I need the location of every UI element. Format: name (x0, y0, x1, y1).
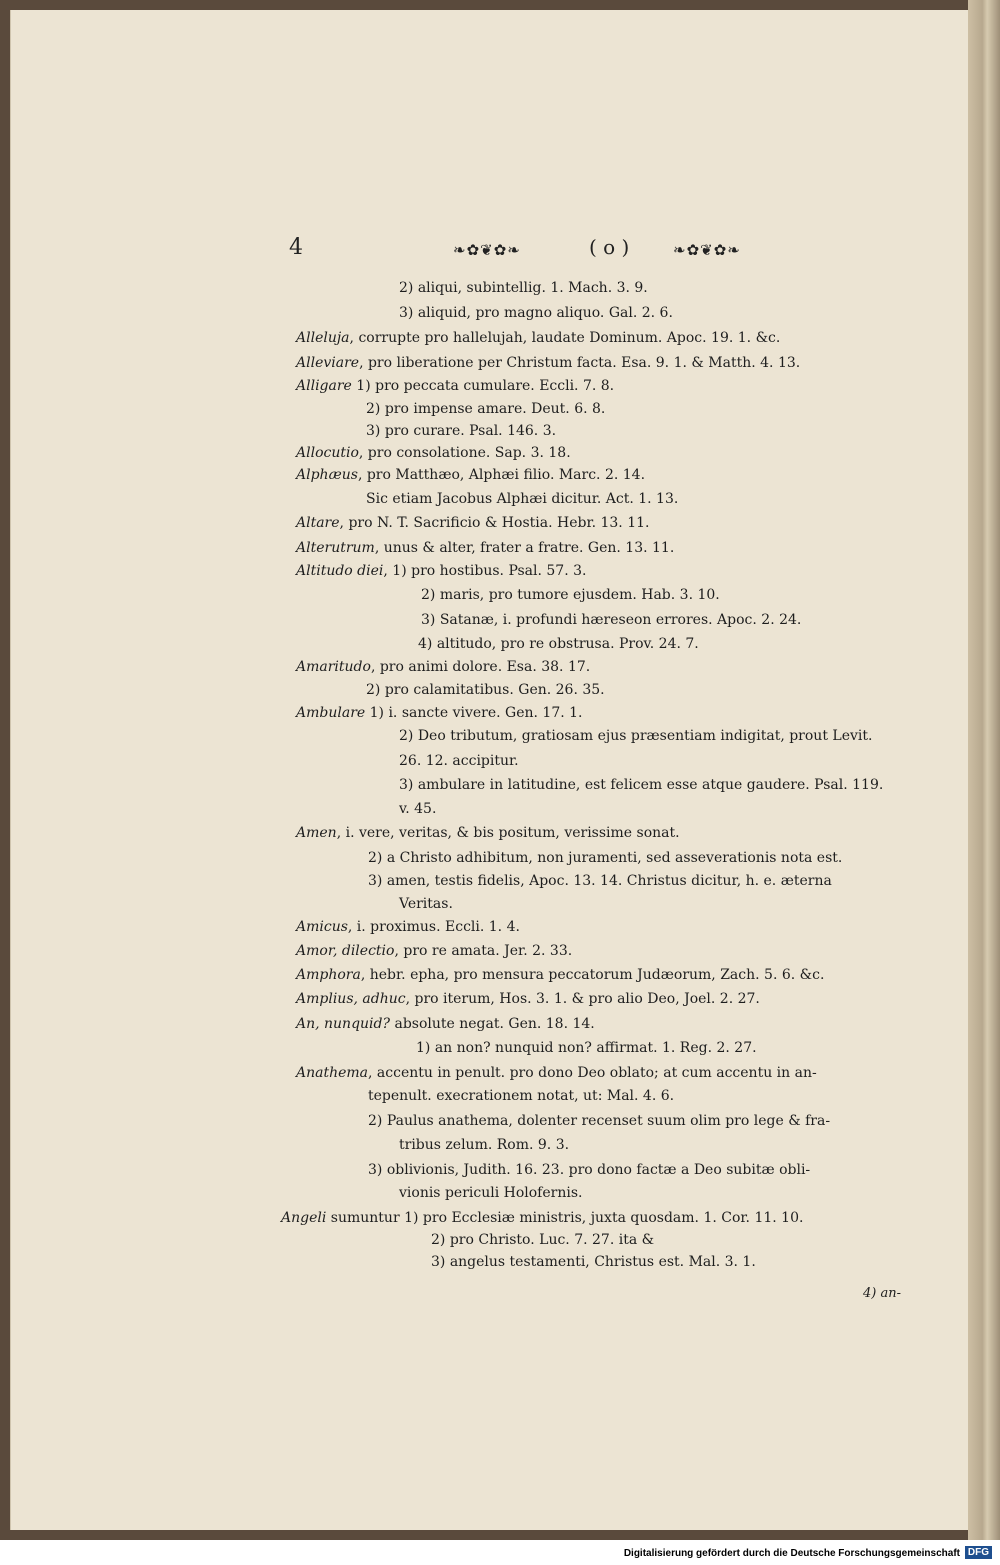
entry-line (296, 515, 649, 532)
entry-line (366, 401, 605, 418)
entry-line (296, 378, 614, 395)
header-ornament-right-icon: ❧✿❦✿❧ (673, 241, 741, 259)
entry-text: 3) angelus testamenti, Christus est. Mal. 3. 1. (431, 1254, 756, 1270)
entry-text: Veritas. (399, 896, 453, 912)
catchword: 4) an- (863, 1286, 901, 1301)
entry-text: 3) Satanæ, i. profundi hæreseon errores. Apoc. 2. 24. (421, 612, 802, 628)
entry-text: , pro liberatione per Christum facta. Esa. 9. 1. & Matth. 4. 13. (359, 355, 801, 371)
entry-line (296, 705, 583, 722)
entry-line (296, 563, 586, 580)
entry-line (416, 1040, 757, 1057)
entry-line (399, 728, 872, 745)
headword: Anathema (296, 1065, 369, 1081)
entry-line (399, 280, 648, 297)
entry-text: , pro re amata. Jer. 2. 33. (394, 943, 573, 959)
headword: Amphora (296, 967, 361, 983)
entry-text: 3) oblivionis, Judith. 16. 23. pro dono factæ a Deo subitæ obli- (368, 1162, 811, 1178)
headword: Alligare (296, 378, 352, 394)
entry-line (368, 873, 832, 890)
entry-line (296, 967, 824, 984)
entry-line (296, 943, 572, 960)
headword: Ambulare (296, 705, 366, 721)
entry-text: tribus zelum. Rom. 9. 3. (399, 1137, 570, 1153)
entry-text: , pro iterum, Hos. 3. 1. & pro alio Deo, Joel. 2. 27. (405, 991, 760, 1007)
entry-text: 2) pro impense amare. Deut. 6. 8. (366, 401, 606, 417)
footer-credit: Digitalisierung gefördert durch die Deutsche Forschungsgemeinschaft (623, 1548, 960, 1559)
entry-text: sumuntur 1) pro Ecclesiæ ministris, juxta quosdam. 1. Cor. 11. 10. (326, 1210, 804, 1226)
entry-line (418, 636, 699, 653)
entry-line (296, 355, 800, 372)
headword: An, nunquid? (296, 1016, 391, 1032)
entry-line (399, 1137, 569, 1154)
headword: Alterutrum (296, 540, 375, 556)
entry-text: tepenult. execrationem notat, ut: Mal. 4. 6. (368, 1088, 675, 1104)
headword: Altitudo diei (296, 563, 384, 579)
entry-line (296, 919, 520, 936)
entry-text: , pro N. T. Sacrificio & Hostia. Hebr. 13. 11. (339, 515, 650, 531)
entry-line (421, 587, 720, 604)
entry-text: 2) a Christo adhibitum, non juramenti, sed asseverationis nota est. (368, 850, 843, 866)
headword: Amaritudo (296, 659, 371, 675)
entry-text: v. 45. (399, 801, 437, 817)
entry-text: 1) pro peccata cumulare. Eccli. 7. 8. (351, 378, 615, 394)
entry-line (296, 540, 674, 557)
entry-text: 2) aliqui, subintellig. 1. Mach. 3. 9. (399, 280, 648, 296)
entry-line (421, 612, 801, 629)
headword: Amor, dilectio (296, 943, 395, 959)
entry-text: 3) amen, testis fidelis, Apoc. 13. 14. Christus dicitur, h. e. æterna (368, 873, 832, 889)
entry-line (399, 1185, 582, 1202)
entry-line (296, 1065, 817, 1082)
headword: Amicus (296, 919, 348, 935)
entry-line (281, 1210, 803, 1227)
entry-text: 4) altitudo, pro re obstrusa. Prov. 24. 7. (418, 636, 699, 652)
entry-line (399, 801, 436, 818)
entry-text: 3) pro curare. Psal. 146. 3. (366, 423, 557, 439)
entry-text: 2) Paulus anathema, dolenter recenset suum olim pro lege & fra- (368, 1113, 831, 1129)
entry-text: , accentu in penult. pro dono Deo oblato; at cum accentu in an- (368, 1065, 817, 1081)
book-gutter (968, 0, 1000, 1540)
header-ornament-left-icon: ❧✿❦✿❧ (453, 241, 521, 259)
entry-line (399, 777, 883, 794)
entry-line (368, 850, 842, 867)
entry-line (296, 991, 760, 1008)
entry-line (296, 445, 571, 462)
entry-line (366, 423, 556, 440)
entry-line (366, 491, 678, 508)
entry-text: , i. proximus. Eccli. 1. 4. (347, 919, 520, 935)
entry-text: , unus & alter, frater a fratre. Gen. 13. 11. (374, 540, 675, 556)
header-center-mark: ( o ) (589, 235, 630, 259)
dictionary-entries (11, 10, 969, 1530)
entry-text: , i. vere, veritas, & bis positum, verissime sonat. (336, 825, 680, 841)
entry-line (399, 753, 519, 770)
entry-text: , corrupte pro hallelujah, laudate Dominum. Apoc. 19. 1. &c. (349, 330, 781, 346)
entry-line (296, 467, 645, 484)
entry-text: 1) an non? nunquid non? affirmat. 1. Reg. 2. 27. (416, 1040, 757, 1056)
entry-line (368, 1162, 810, 1179)
headword: Alphæus (296, 467, 358, 483)
entry-text: 3) aliquid, pro magno aliquo. Gal. 2. 6. (399, 305, 673, 321)
headword: Angeli (281, 1210, 327, 1226)
entry-text: , pro animi dolore. Esa. 38. 17. (370, 659, 591, 675)
entry-line (399, 896, 453, 913)
entry-text: , pro Matthæo, Alphæi filio. Marc. 2. 14. (357, 467, 646, 483)
entry-line (296, 330, 780, 347)
headword: Allocutio (296, 445, 359, 461)
entry-line (296, 1016, 595, 1033)
entry-line (296, 825, 680, 842)
entry-text: 2) pro calamitatibus. Gen. 26. 35. (366, 682, 605, 698)
entry-text: , 1) pro hostibus. Psal. 57. 3. (383, 563, 587, 579)
page-number: 4 (289, 235, 303, 260)
headword: Amen (296, 825, 337, 841)
entry-text: 2) Deo tributum, gratiosam ejus præsentiam indigitat, prout Levit. (399, 728, 873, 744)
dfg-logo-icon: DFG (965, 1546, 992, 1559)
book-page (10, 10, 969, 1530)
entry-line (296, 659, 590, 676)
headword: Amplius, adhuc (296, 991, 406, 1007)
entry-line (431, 1254, 756, 1271)
entry-text: Sic etiam Jacobus Alphæi dicitur. Act. 1. 13. (366, 491, 679, 507)
entry-text: absolute negat. Gen. 18. 14. (390, 1016, 595, 1032)
entry-text: 26. 12. accipitur. (399, 753, 519, 769)
entry-text: 1) i. sancte vivere. Gen. 17. 1. (365, 705, 583, 721)
entry-line (399, 305, 673, 322)
headword: Alleluja (296, 330, 350, 346)
entry-text: 2) maris, pro tumore ejusdem. Hab. 3. 10. (421, 587, 720, 603)
entry-text: , pro consolatione. Sap. 3. 18. (358, 445, 571, 461)
entry-text: vionis periculi Holofernis. (399, 1185, 583, 1201)
headword: Altare (296, 515, 340, 531)
entry-line (368, 1088, 674, 1105)
headword: Alleviare (296, 355, 360, 371)
entry-line (366, 682, 605, 699)
entry-text: , hebr. epha, pro mensura peccatorum Judæorum, Zach. 5. 6. &c. (360, 967, 825, 983)
entry-line (431, 1232, 654, 1249)
entry-text: 2) pro Christo. Luc. 7. 27. ita & (431, 1232, 655, 1248)
entry-line (368, 1113, 830, 1130)
entry-text: 3) ambulare in latitudine, est felicem esse atque gaudere. Psal. 119. (399, 777, 884, 793)
